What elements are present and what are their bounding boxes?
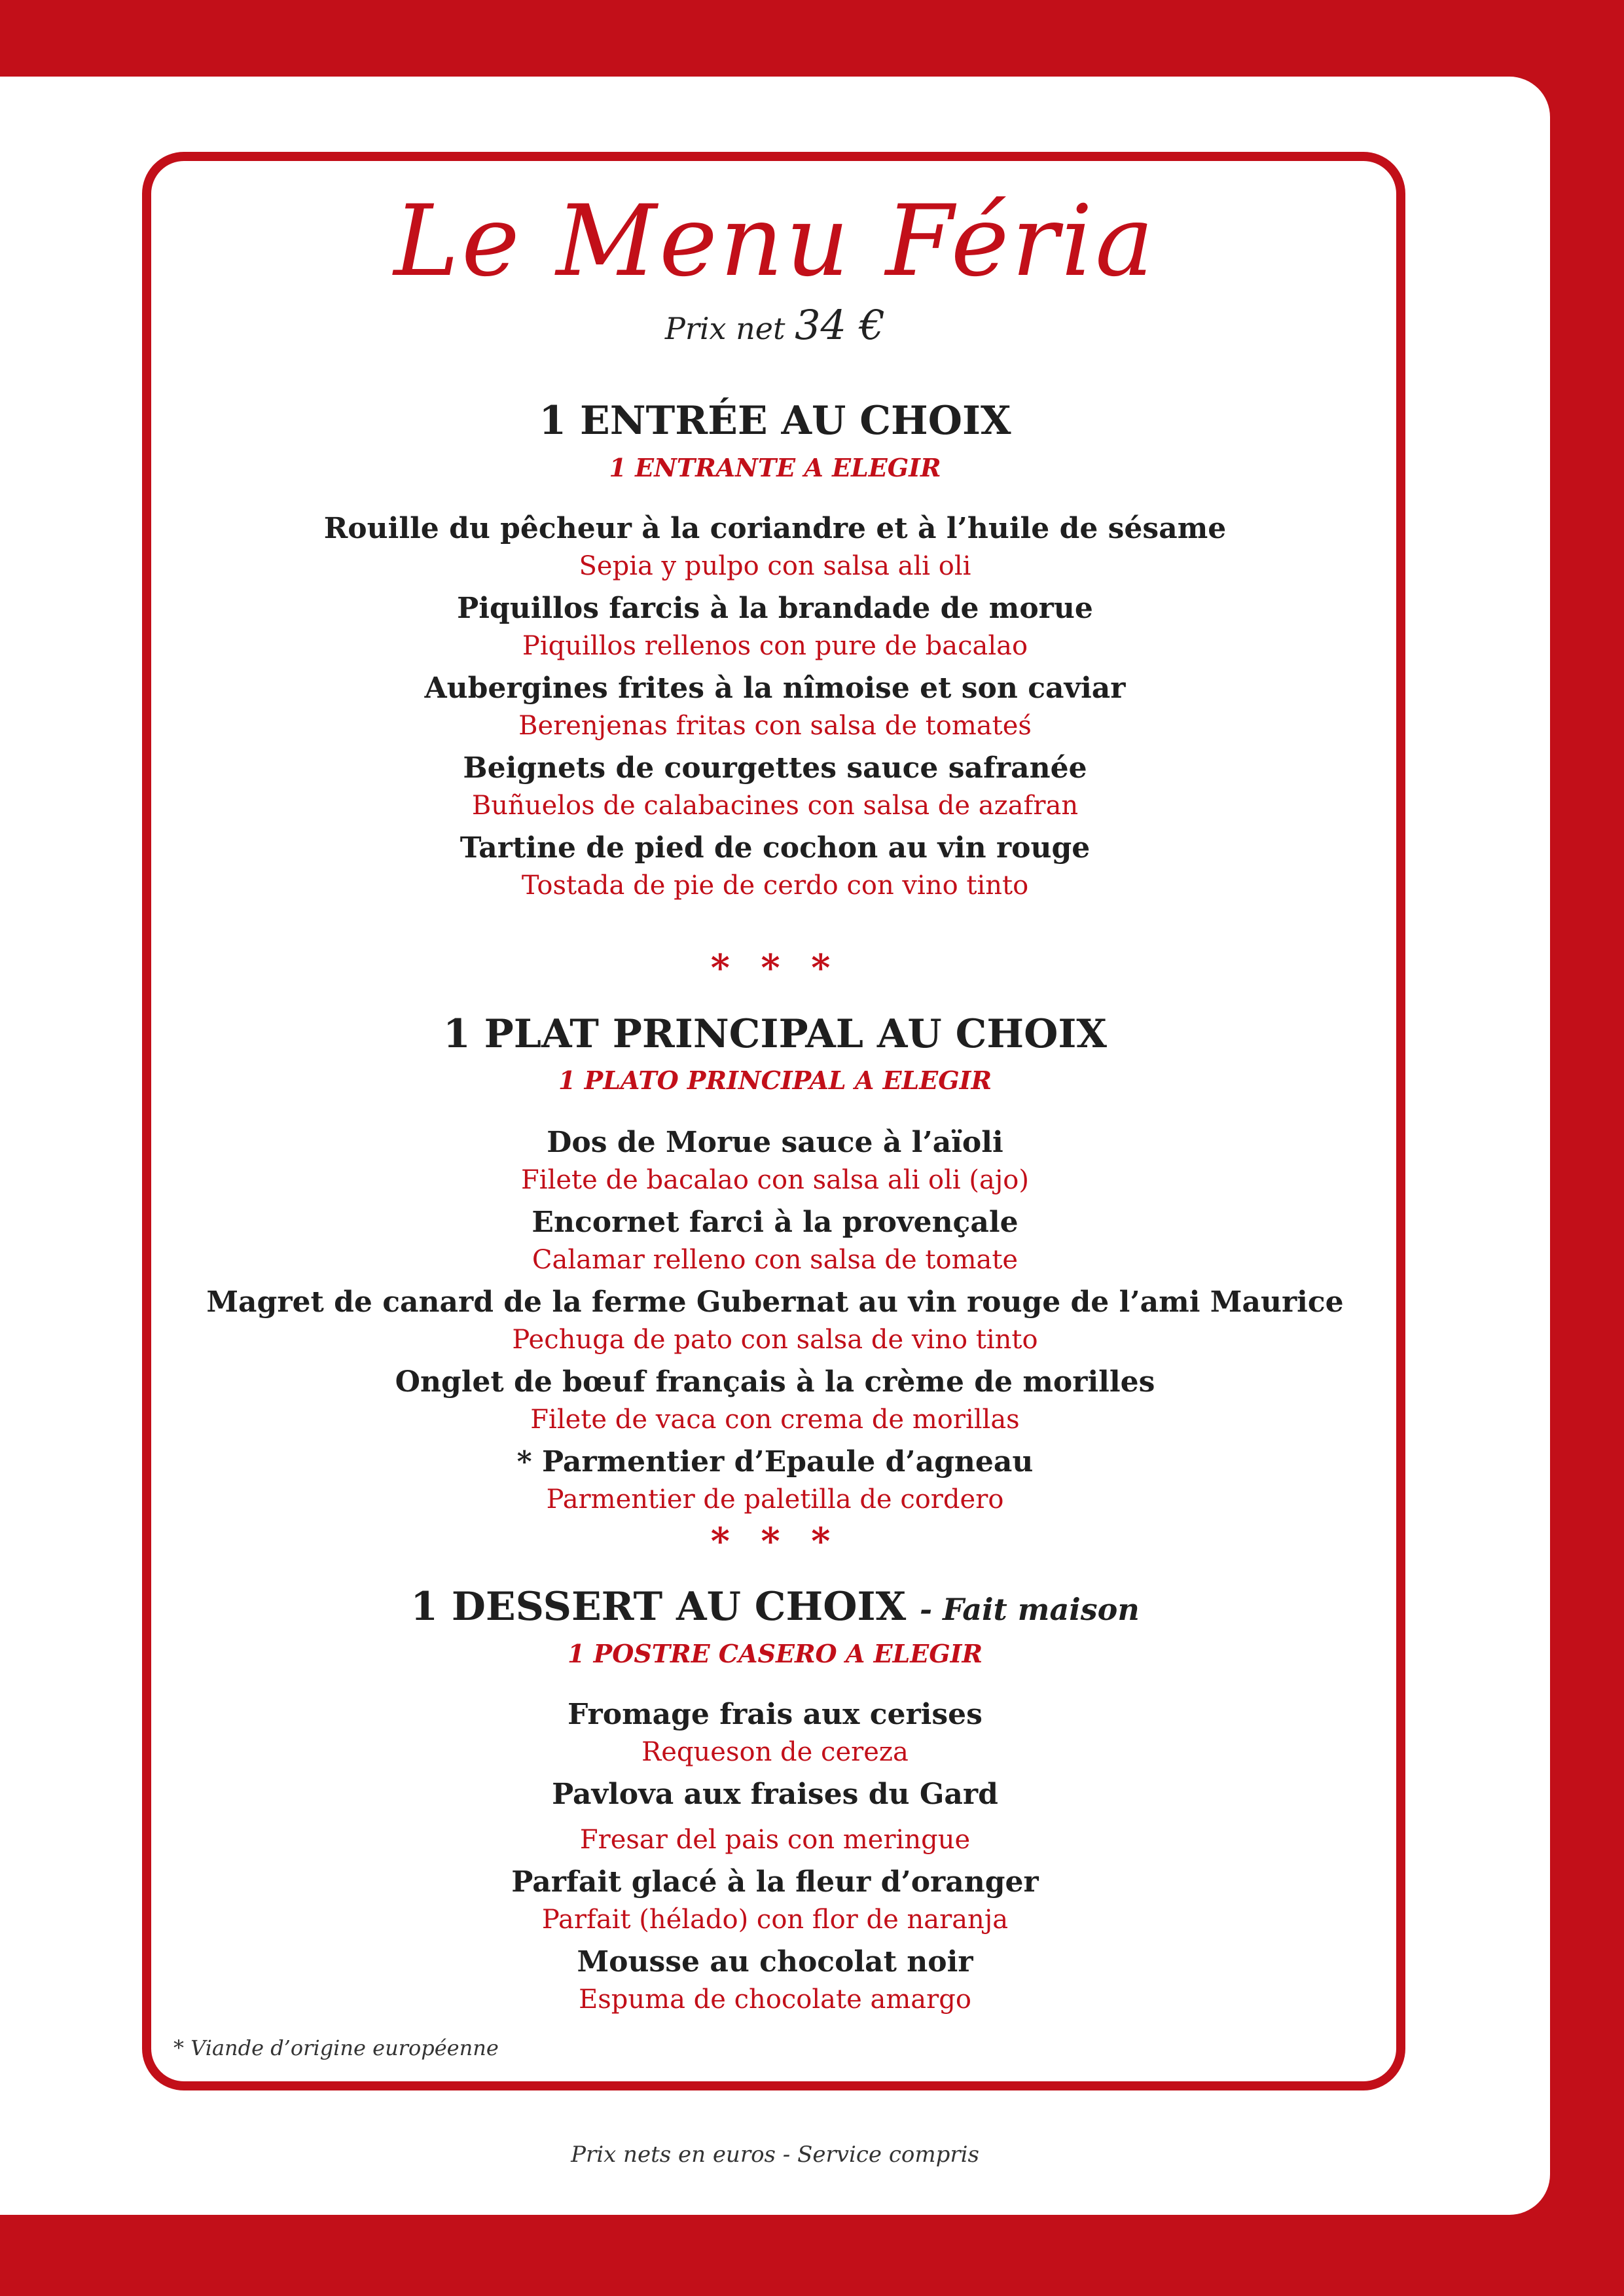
- menu-price: [0, 301, 1550, 349]
- starter-item-es: Tostada de pie de cerdo con vino tinto: [521, 870, 1029, 901]
- starter-item-fr: Aubergines frites à la nîmoise et son caviar: [424, 672, 1126, 705]
- section-separator: * * *: [710, 1520, 840, 1563]
- dessert-heading: [0, 1584, 1550, 1630]
- starter-heading: 1 ENTRÉE AU CHOIX: [539, 398, 1011, 444]
- dessert-heading-suffix: - Fait maison: [920, 1592, 1140, 1627]
- dessert-item-es: Parfait (hélado) con flor de naranja: [541, 1905, 1009, 1935]
- dessert-subheading: 1 POSTRE CASERO A ELEGIR: [567, 1639, 983, 1668]
- price-label: Prix net: [664, 311, 785, 346]
- starter-item-fr: Piquillos farcis à la brandade de morue: [457, 592, 1093, 625]
- main-heading: 1 PLAT PRINCIPAL AU CHOIX: [443, 1011, 1107, 1057]
- starter-item-fr: Tartine de pied de cochon au vin rouge: [460, 831, 1091, 865]
- main-subheading: 1 PLATO PRINCIPAL A ELEGIR: [558, 1066, 992, 1095]
- dessert-item-fr: Parfait glacé à la fleur d’oranger: [511, 1865, 1039, 1899]
- page-footer: Prix nets en euros - Service compris: [571, 2142, 979, 2168]
- dessert-item-es: Espuma de chocolate amargo: [579, 1984, 971, 2015]
- dessert-heading-text: 1 DESSERT AU CHOIX: [410, 1584, 907, 1630]
- dessert-item-fr: Fromage frais aux cerises: [568, 1698, 983, 1731]
- starter-item-fr: Rouille du pêcheur à la coriandre et à l’huile de sésame: [323, 512, 1227, 545]
- main-item-es: Filete de bacalao con salsa ali oli (ajo): [521, 1165, 1029, 1195]
- price-value: 34 €: [795, 301, 886, 349]
- menu-title: Le Menu Féria: [393, 185, 1157, 298]
- main-item-es: Parmentier de paletilla de cordero: [546, 1484, 1004, 1515]
- main-item-fr: Magret de canard de la ferme Gubernat au vin rouge de l’ami Maurice: [206, 1285, 1344, 1319]
- dessert-item-es: Fresar del pais con meringue: [579, 1825, 971, 1855]
- main-item-es: Calamar relleno con salsa de tomate: [532, 1245, 1019, 1275]
- main-item-fr: * Parmentier d’Epaule d’agneau: [516, 1445, 1034, 1479]
- dessert-item-es: Requeson de cereza: [641, 1737, 909, 1767]
- starter-subheading: 1 ENTRANTE A ELEGIR: [609, 453, 941, 482]
- main-item-fr: Encornet farci à la provençale: [532, 1206, 1019, 1239]
- main-item-es: Pechuga de pato con salsa de vino tinto: [512, 1325, 1038, 1355]
- starter-item-es: Piquillos rellenos con pure de bacalao: [522, 631, 1028, 661]
- dessert-item-fr: Pavlova aux fraises du Gard: [552, 1778, 998, 1811]
- origin-footnote: * Viande d’origine européenne: [173, 2036, 499, 2060]
- dessert-item-fr: Mousse au chocolat noir: [577, 1945, 973, 1979]
- section-separator: * * *: [710, 946, 840, 990]
- main-item-es: Filete de vaca con crema de morillas: [530, 1405, 1020, 1435]
- main-item-fr: Onglet de bœuf français à la crème de morilles: [395, 1365, 1155, 1399]
- starter-item-es: Sepia y pulpo con salsa ali oli: [579, 551, 971, 581]
- main-item-fr: Dos de Morue sauce à l’aïoli: [547, 1126, 1003, 1159]
- starter-item-es: Buñuelos de calabacines con salsa de azafran: [471, 791, 1079, 821]
- starter-item-fr: Beignets de courgettes sauce safranée: [463, 751, 1087, 785]
- starter-item-es: Berenjenas fritas con salsa de tomateś: [518, 711, 1032, 741]
